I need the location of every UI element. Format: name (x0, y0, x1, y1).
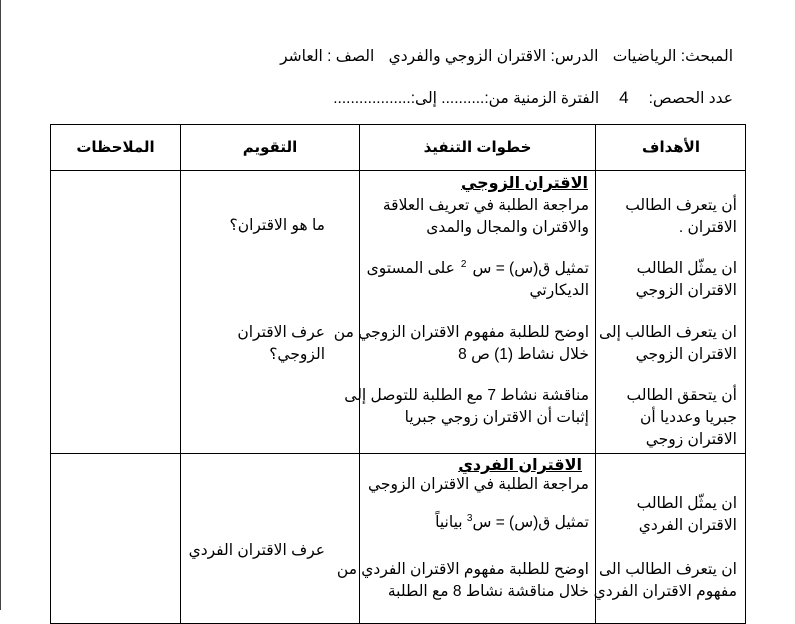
step-line: والاقتران والمجال والمدى (426, 219, 589, 236)
lesson-plan-table (50, 124, 746, 624)
assessment-even-1 (229, 215, 325, 237)
section-title-even: الاقتران الزوجي (460, 175, 588, 192)
objective-line: أن يتحقق الطالب (626, 387, 737, 404)
objective-line: الاقتران الزوجي (635, 346, 737, 363)
header-steps: خطوات التنفيذ (423, 139, 532, 156)
objective-line: جبريا وعدديا أن (640, 409, 737, 426)
assessment-even-2 (237, 322, 325, 366)
step-odd-2 (435, 512, 589, 534)
subject-label: المبحث: الرياضيات (612, 48, 733, 65)
step-line (367, 258, 589, 280)
periods-label: عدد الحصص: (648, 90, 733, 107)
objective-even-1 (625, 195, 737, 239)
periods-value: 4 (619, 88, 629, 107)
step-line: الديكارتي (529, 282, 589, 299)
time-span: الفترة الزمنية من:.......... إلى:.................. (333, 90, 600, 107)
step-text: تمثيل ق(س) = س (472, 514, 589, 531)
page-edge (0, 0, 1, 610)
header-line-2 (323, 88, 733, 108)
step-even-3 (334, 322, 589, 366)
objective-line: ان يتعرف الطالب إلى (598, 324, 737, 341)
step-text: بيانياً (435, 514, 463, 531)
header-notes: الملاحظات (76, 139, 155, 156)
step-line: خلال نشاط (1) ص 8 (458, 346, 589, 363)
objective-even-4 (627, 385, 737, 451)
objective-line: الاقتران زوجي (645, 431, 737, 448)
exponent: 3 (466, 512, 473, 524)
header-objectives: الأهداف (642, 139, 700, 156)
column-divider (180, 125, 181, 623)
objective-line: الاقتران الزوجي (635, 282, 737, 299)
column-divider (595, 125, 596, 623)
header-assessment: التقويم (242, 139, 298, 156)
step-even-1 (383, 195, 589, 239)
objective-line: أن يتعرف الطالب (625, 197, 737, 214)
assessment-line: عرف الاقتران (237, 324, 325, 341)
section-title-odd: الاقتران الفردي (458, 457, 582, 474)
assessment-odd-1 (189, 540, 325, 562)
step-line: مراجعة الطلبة في الاقتران الزوجي (368, 476, 589, 493)
step-text: تمثيل ق(س) = س (472, 260, 589, 277)
step-line: اوضح للطلبة مفهوم الاقتران الزوجي من (333, 324, 589, 341)
column-divider (359, 125, 360, 623)
objective-line: ان يمثّل الطالب (636, 495, 737, 512)
grade-label: الصف : العاشر (280, 48, 375, 65)
assessment-line: الزوجي؟ (269, 346, 325, 363)
step-text: على المستوى (366, 260, 455, 277)
objective-odd-1 (637, 493, 737, 537)
step-even-2 (367, 258, 589, 302)
assessment-line: ما هو الاقتران؟ (229, 217, 325, 234)
step-line: اوضح للطلبة مفهوم الاقتران الفردي من (336, 561, 589, 578)
section-divider (51, 453, 745, 454)
step-line: مناقشة نشاط 7 مع الطلبة للتوصل إلى (344, 387, 589, 404)
objective-even-3 (599, 322, 737, 366)
step-odd-1 (368, 474, 589, 496)
objective-line: ان يتعرف الطالب الى (598, 561, 737, 578)
step-line: مراجعة الطلبة في تعريف العلاقة (382, 197, 589, 214)
objective-odd-2 (594, 559, 737, 603)
exponent: 2 (460, 258, 467, 270)
objective-line: مفهوم الاقتران الفردي (593, 583, 737, 600)
step-line (435, 512, 589, 534)
lesson-label: الدرس: الاقتران الزوجي والفردي (388, 48, 599, 65)
step-even-4 (344, 385, 589, 429)
objective-even-2 (636, 258, 737, 302)
objective-line: ان يمثّل الطالب (636, 260, 737, 277)
step-line: إثبات أن الاقتران زوجي جبريا (404, 409, 589, 426)
step-odd-3 (337, 559, 589, 603)
step-line: خلال مناقشة نشاط 8 مع الطلبة (387, 583, 589, 600)
header-line-1 (270, 47, 733, 66)
objective-line: الاقتران الفردي (638, 517, 737, 534)
assessment-line: عرف الاقتران الفردي (188, 542, 325, 559)
header-row-divider (51, 170, 745, 171)
objective-line: الاقتران . (678, 219, 737, 236)
